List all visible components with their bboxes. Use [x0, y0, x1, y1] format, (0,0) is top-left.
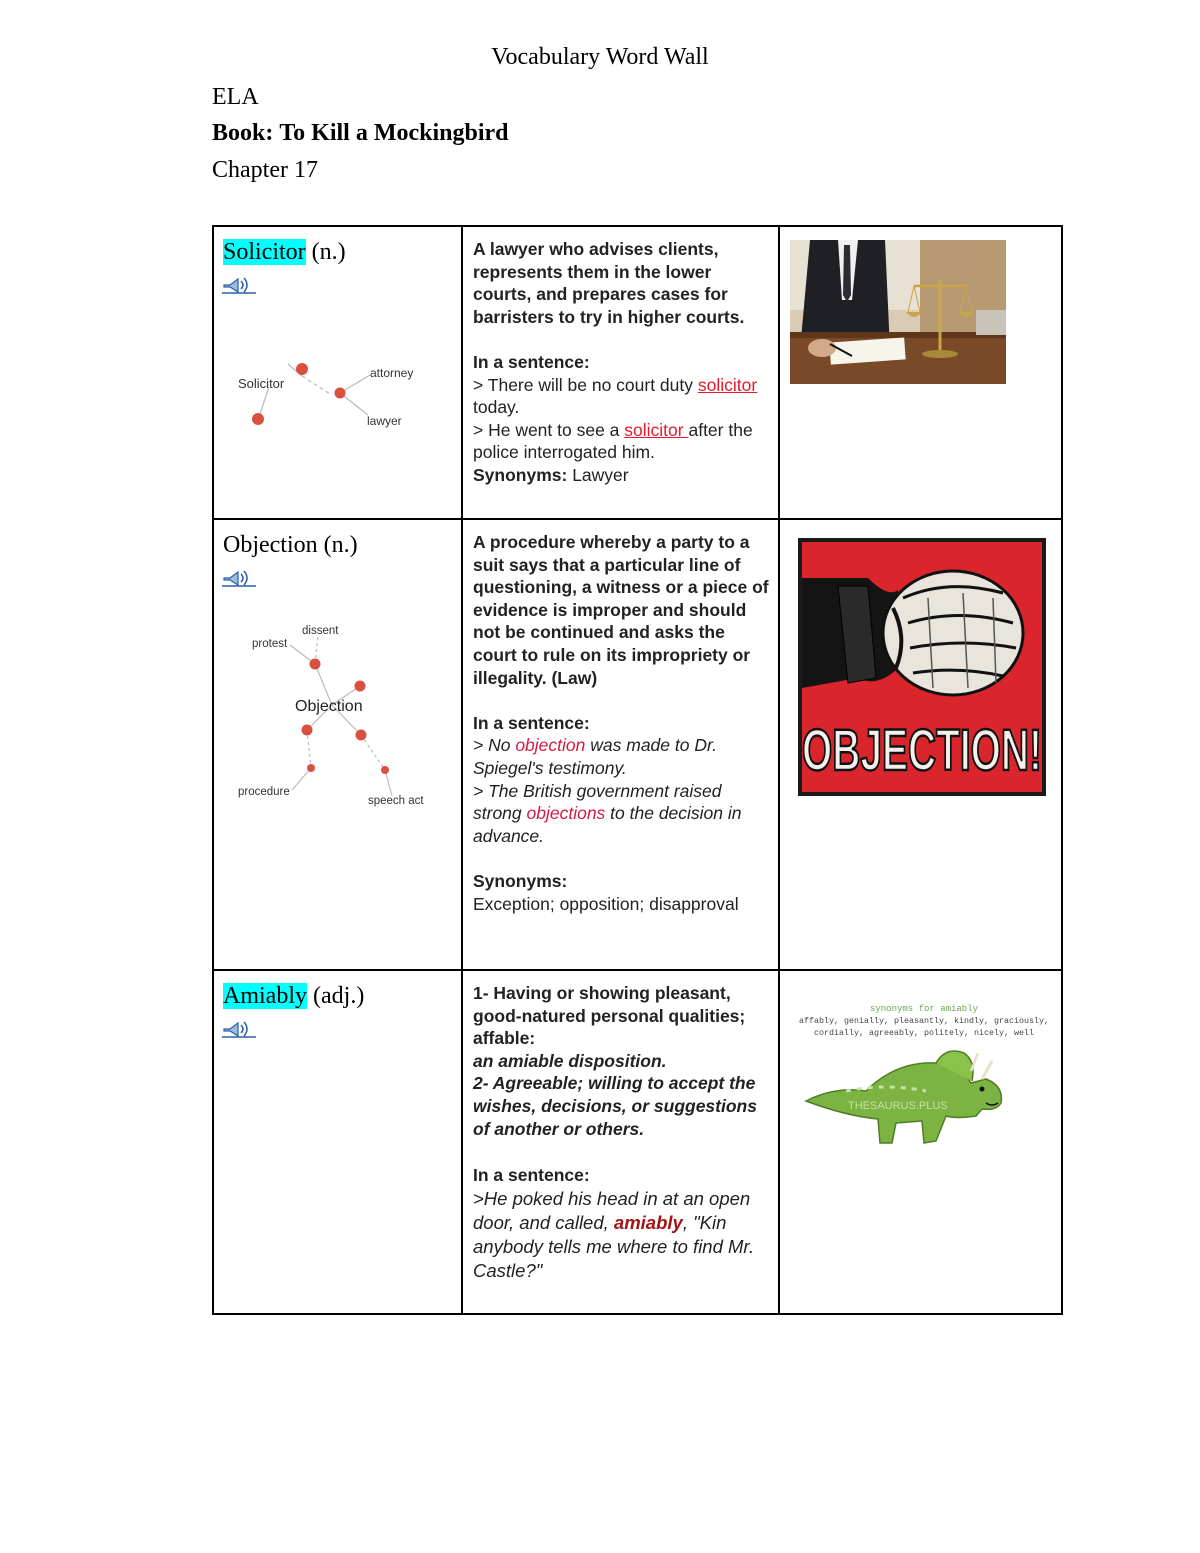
- table-row: [213, 519, 1062, 970]
- graph-label: dissent: [302, 625, 339, 637]
- example-sentence: > He went to see a solicitor after the police interrogated him.: [473, 419, 753, 463]
- definition-example: an amiable disposition.: [473, 1050, 667, 1071]
- graph-label: procedure: [238, 786, 290, 798]
- definition-text: A lawyer who advises clients, represents them in the lower courts, and prepares cases for barristers to try in higher courts.: [473, 239, 745, 327]
- highlighted-word: solicitor: [697, 374, 758, 395]
- example-sentence: > No objection was made to Dr. Spiegel's testimony.: [473, 735, 718, 778]
- highlighted-word: objections: [526, 803, 606, 824]
- image-cell: [779, 970, 1062, 1314]
- word-text: Objection: [223, 532, 318, 558]
- sentence-heading: In a sentence:: [473, 712, 590, 733]
- word-cell: [213, 226, 462, 519]
- graph-node: [335, 388, 346, 399]
- image-cell: [779, 226, 1062, 519]
- definition-text: 1- Having or showing pleasant, good-natured personal qualities; affable:: [473, 983, 746, 1049]
- definition-text: 2- Agreeable; willing to accept the wishes, decisions, or suggestions of another or others.: [473, 1073, 757, 1139]
- graph-node: [381, 766, 389, 774]
- definition-cell: [462, 226, 779, 519]
- definition-text: A procedure whereby a party to a suit says that a particular line of questioning, a witness or a piece of evidence is improper and should not be continued and asks the court to rule on its impropriety or illegality. (Law): [473, 532, 769, 688]
- part-of-speech: (adj.): [313, 983, 365, 1009]
- image-caption: synonyms for amiably: [869, 1004, 979, 1014]
- graph-node: [296, 363, 308, 375]
- table-row: [213, 970, 1062, 1314]
- graph-node: [307, 764, 315, 772]
- book-title: To Kill a Mockingbird: [279, 120, 509, 146]
- word-text: Solicitor: [223, 239, 306, 265]
- image-cell: [779, 519, 1062, 970]
- definition-cell: [462, 519, 779, 970]
- graph-label: protest: [252, 638, 288, 650]
- page-title: Vocabulary Word Wall: [491, 44, 709, 70]
- image-synonyms: affably, genially, pleasantly, kindly, graciously,: [799, 1016, 1049, 1026]
- image-brand: THESAURUS.PLUS: [848, 1100, 948, 1112]
- example-sentence: > The British government raised strong objections to the decision in advance.: [473, 780, 742, 846]
- graph-label: lawyer: [367, 414, 402, 428]
- word-cell: [213, 519, 462, 970]
- chapter-label: Chapter 17: [212, 157, 318, 183]
- highlighted-word: amiably: [613, 1211, 683, 1233]
- word-cell: [213, 970, 462, 1314]
- part-of-speech: (n.): [323, 532, 358, 558]
- synonyms-text: Exception; opposition; disapproval: [473, 893, 739, 914]
- graph-node: [356, 730, 367, 741]
- synonyms-label: Synonyms:: [473, 870, 568, 891]
- word-graph: [214, 600, 461, 850]
- highlighted-word: solicitor: [624, 419, 689, 440]
- lawyer-image: [790, 240, 1006, 384]
- image-synonyms: cordially, agreeably, politely, nicely, well: [814, 1028, 1034, 1038]
- book-label: Book:: [212, 120, 274, 146]
- graph-label: speech act: [368, 795, 424, 807]
- book-line: [212, 120, 509, 147]
- graph-node: [355, 681, 366, 692]
- vocabulary-table: [212, 225, 1063, 1315]
- speaker-icon[interactable]: [222, 563, 256, 587]
- speaker-icon[interactable]: [222, 1014, 256, 1038]
- highlighted-word: objection: [515, 735, 586, 756]
- graph-center-label: Solicitor: [238, 376, 285, 391]
- graph-node: [310, 659, 321, 670]
- graph-node: [302, 725, 313, 736]
- graph-label: attorney: [370, 366, 414, 380]
- speaker-icon[interactable]: [222, 270, 256, 294]
- vocab-word: [223, 983, 461, 1010]
- vocab-word: [223, 532, 461, 559]
- subject-label: ELA: [212, 84, 259, 110]
- vocab-word: [223, 239, 461, 266]
- objection-text: OBJECTION!: [802, 718, 1042, 783]
- graph-center-label: Objection: [295, 698, 363, 715]
- table-row: [213, 226, 1062, 519]
- word-graph: [214, 299, 461, 428]
- example-sentence: >He poked his head in at an open door, and called, amiably, "Kin anybody tells me where to find Mr. Castle?": [473, 1187, 755, 1281]
- thesaurus-image: [786, 991, 1056, 1161]
- part-of-speech: (n.): [311, 239, 346, 265]
- sentence-heading: In a sentence:: [473, 1165, 590, 1186]
- graph-node: [252, 413, 264, 425]
- synonyms: Synonyms: Lawyer: [473, 464, 629, 485]
- definition-cell: [462, 970, 779, 1314]
- sentence-heading: In a sentence:: [473, 351, 590, 372]
- example-sentence: > There will be no court duty solicitor today.: [473, 374, 758, 418]
- word-text: Amiably: [223, 983, 307, 1009]
- objection-image: [798, 538, 1046, 796]
